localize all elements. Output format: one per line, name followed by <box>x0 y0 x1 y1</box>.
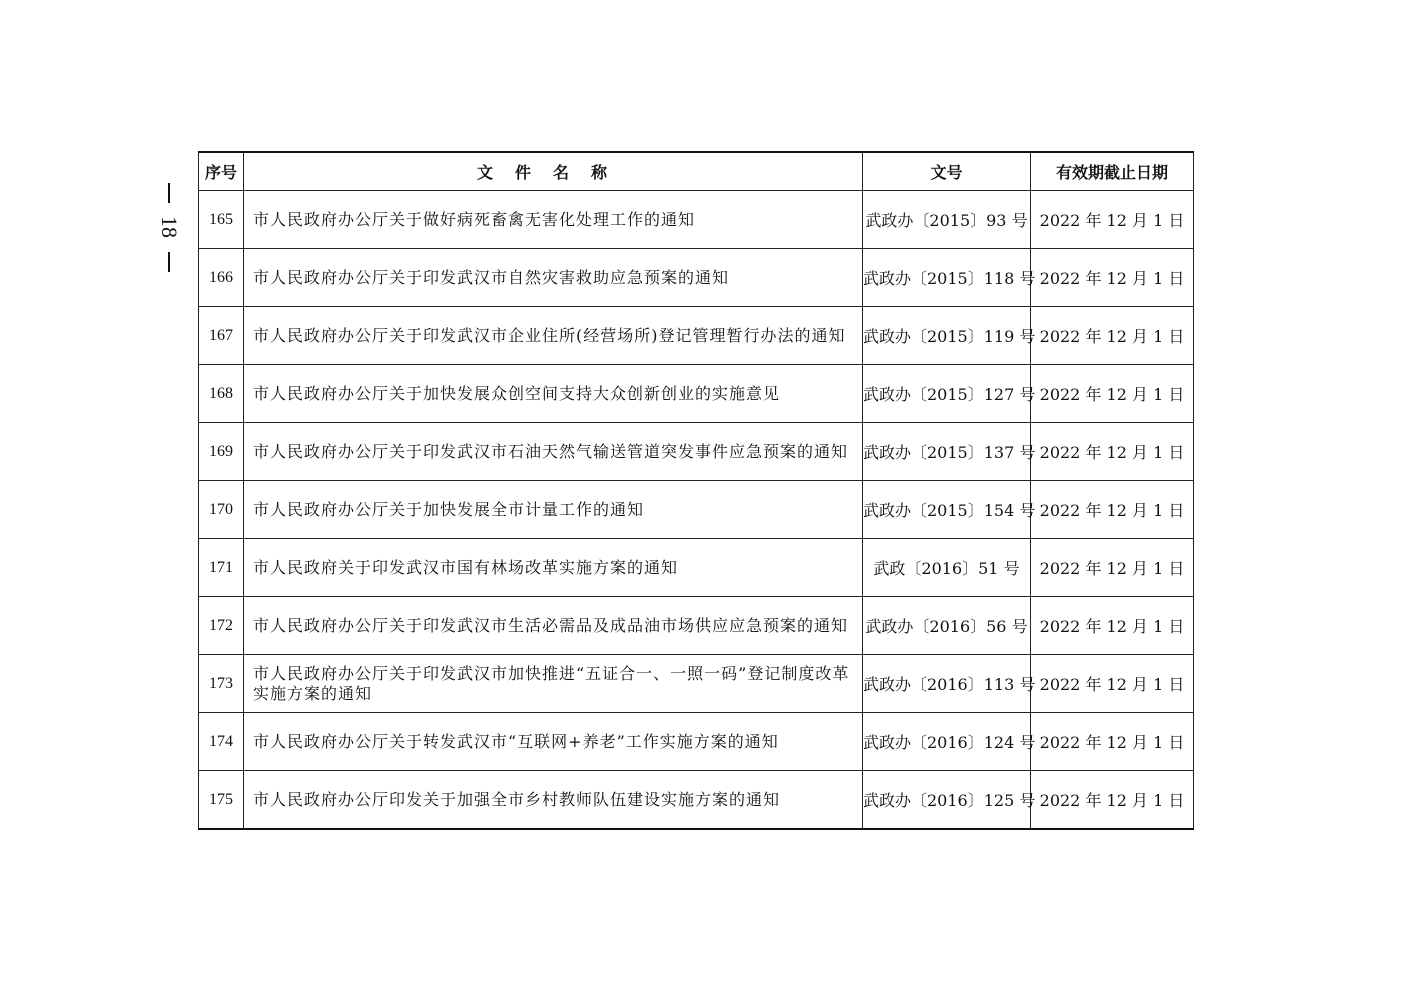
row-expiry-date: 2022 年 12 月 1 日 <box>1031 539 1194 597</box>
row-expiry-date: 2022 年 12 月 1 日 <box>1031 597 1194 655</box>
row-document-name: 市人民政府办公厅关于印发武汉市加快推进“五证合一、一照一码”登记制度改革实施方案的通知 <box>244 655 863 713</box>
row-document-name: 市人民政府办公厅关于转发武汉市“互联网+养老”工作实施方案的通知 <box>244 713 863 771</box>
row-expiry-date: 2022 年 12 月 1 日 <box>1031 191 1194 249</box>
row-expiry-date: 2022 年 12 月 1 日 <box>1031 307 1194 365</box>
row-document-number: 武政办〔2015〕137 号 <box>863 423 1031 481</box>
row-document-name: 市人民政府办公厅关于加快发展全市计量工作的通知 <box>244 481 863 539</box>
row-document-name: 市人民政府办公厅印发关于加强全市乡村教师队伍建设实施方案的通知 <box>244 771 863 830</box>
table-header-row <box>199 152 1194 191</box>
header-document-name: 文件名称 <box>244 152 863 191</box>
row-document-number: 武政办〔2015〕154 号 <box>863 481 1031 539</box>
row-expiry-date: 2022 年 12 月 1 日 <box>1031 365 1194 423</box>
row-document-name: 市人民政府办公厅关于印发武汉市企业住所(经营场所)登记管理暂行办法的通知 <box>244 307 863 365</box>
row-document-name: 市人民政府办公厅关于印发武汉市生活必需品及成品油市场供应应急预案的通知 <box>244 597 863 655</box>
row-document-name: 市人民政府办公厅关于印发武汉市石油天然气输送管道突发事件应急预案的通知 <box>244 423 863 481</box>
row-document-number: 武政办〔2016〕56 号 <box>863 597 1031 655</box>
page-number-dash-top <box>168 183 170 203</box>
row-document-name: 市人民政府办公厅关于印发武汉市自然灾害救助应急预案的通知 <box>244 249 863 307</box>
row-serial-number: 173 <box>199 655 244 713</box>
row-document-name: 市人民政府办公厅关于做好病死畜禽无害化处理工作的通知 <box>244 191 863 249</box>
row-expiry-date: 2022 年 12 月 1 日 <box>1031 771 1194 830</box>
table-row <box>199 713 1194 771</box>
row-document-number: 武政办〔2016〕124 号 <box>863 713 1031 771</box>
row-document-number: 武政办〔2015〕127 号 <box>863 365 1031 423</box>
table-row <box>199 655 1194 713</box>
table-row <box>199 249 1194 307</box>
row-expiry-date: 2022 年 12 月 1 日 <box>1031 481 1194 539</box>
row-serial-number: 170 <box>199 481 244 539</box>
table-row <box>199 771 1194 830</box>
row-serial-number: 168 <box>199 365 244 423</box>
row-document-number: 武政〔2016〕51 号 <box>863 539 1031 597</box>
table-body <box>199 191 1194 830</box>
table-row <box>199 539 1194 597</box>
row-document-number: 武政办〔2016〕125 号 <box>863 771 1031 830</box>
row-serial-number: 165 <box>199 191 244 249</box>
row-serial-number: 166 <box>199 249 244 307</box>
page-number: 18 <box>157 216 182 238</box>
table-row <box>199 191 1194 249</box>
row-expiry-date: 2022 年 12 月 1 日 <box>1031 655 1194 713</box>
table-row <box>199 307 1194 365</box>
table-row <box>199 481 1194 539</box>
row-expiry-date: 2022 年 12 月 1 日 <box>1031 249 1194 307</box>
row-serial-number: 169 <box>199 423 244 481</box>
row-document-name: 市人民政府关于印发武汉市国有林场改革实施方案的通知 <box>244 539 863 597</box>
table-row <box>199 365 1194 423</box>
row-document-number: 武政办〔2015〕118 号 <box>863 249 1031 307</box>
header-expiry-date: 有效期截止日期 <box>1031 152 1194 191</box>
row-serial-number: 171 <box>199 539 244 597</box>
row-serial-number: 175 <box>199 771 244 830</box>
page-number-dash-bottom <box>168 252 170 272</box>
header-document-number: 文号 <box>863 152 1031 191</box>
row-serial-number: 174 <box>199 713 244 771</box>
row-document-number: 武政办〔2015〕93 号 <box>863 191 1031 249</box>
table-row <box>199 423 1194 481</box>
table-row <box>199 597 1194 655</box>
row-expiry-date: 2022 年 12 月 1 日 <box>1031 713 1194 771</box>
document-list-table <box>198 151 1194 830</box>
row-document-number: 武政办〔2016〕113 号 <box>863 655 1031 713</box>
row-document-name: 市人民政府办公厅关于加快发展众创空间支持大众创新创业的实施意见 <box>244 365 863 423</box>
row-serial-number: 167 <box>199 307 244 365</box>
row-document-number: 武政办〔2015〕119 号 <box>863 307 1031 365</box>
header-serial-number: 序号 <box>199 152 244 191</box>
row-serial-number: 172 <box>199 597 244 655</box>
row-expiry-date: 2022 年 12 月 1 日 <box>1031 423 1194 481</box>
